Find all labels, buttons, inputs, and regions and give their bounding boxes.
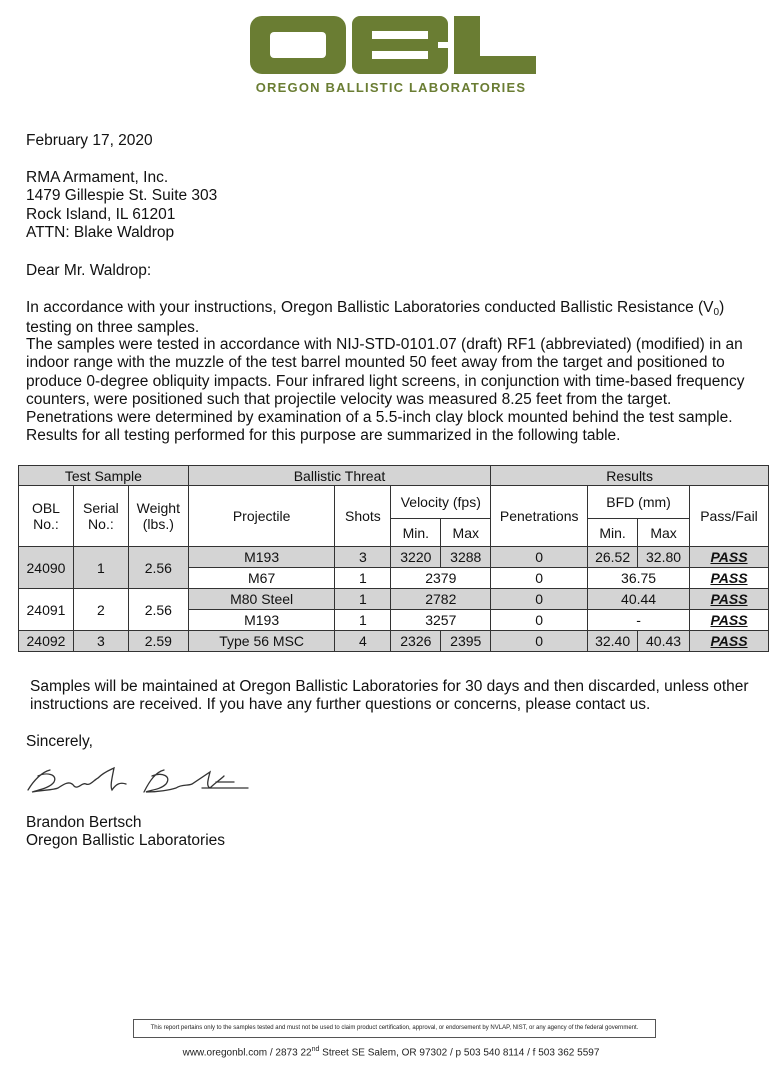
group-header: Ballistic Threat (188, 466, 490, 486)
col-header-velocity: Velocity (fps) (391, 486, 491, 519)
col-header-projectile: Projectile (188, 486, 335, 547)
para1-text-b: ) testing on three samples. (26, 299, 725, 337)
para1-text-a: In accordance with your instructions, Oregon Ballistic Laboratories conducted Ballistic Resistance (V (26, 299, 714, 316)
group-header: Results (491, 466, 769, 486)
col-header-max: Max (441, 519, 491, 547)
footer-contact (0, 1046, 782, 1058)
projectile: M67 (188, 568, 335, 589)
result-badge: PASS (690, 568, 769, 589)
serial-number: 1 (73, 547, 128, 589)
bfd-min: 32.40 (588, 631, 638, 652)
velocity-min: 3220 (391, 547, 441, 568)
group-header: Test Sample (19, 466, 189, 486)
serial-number: 3 (73, 631, 128, 652)
table-row (19, 631, 769, 652)
footer-contact-sup: nd (311, 1046, 320, 1053)
projectile: M193 (188, 547, 335, 568)
col-header-passfail: Pass/Fail (690, 486, 769, 547)
closing: Sincerely, (26, 733, 93, 750)
projectile: M80 Steel (188, 589, 335, 610)
shots: 1 (335, 610, 391, 631)
penetrations: 0 (491, 568, 588, 589)
bfd: - (588, 610, 690, 631)
col-header-min: Min. (391, 519, 441, 547)
bfd: 36.75 (588, 568, 690, 589)
table-row (19, 547, 769, 568)
velocity-max: 2395 (441, 631, 491, 652)
projectile: Type 56 MSC (188, 631, 335, 652)
signer-block (26, 814, 756, 851)
paragraph-method: The samples were tested in accordance with NIJ-STD-0101.07 (draft) RF1 (abbreviated) (modified) in an indoor range with the muzzle of the test barrel mounted 50 feet away from the target and positioned to produce 0-degree obliquity impacts. Four infrared light screens, in conjunction with time-based frequency counters, were positioned such that projectile velocity was measured 8.25 feet from the target. Penetrations were determined by examination of a 5.5-inch clay block mounted behind the test sample. Results for all testing performed for this purpose are summarized in the following table. (26, 336, 745, 445)
col-header-shots: Shots (335, 486, 391, 547)
serial-number: 2 (73, 589, 128, 631)
velocity-min: 2326 (391, 631, 441, 652)
col-header-obl: OBL No.: (19, 486, 74, 547)
shots: 4 (335, 631, 391, 652)
letter-date: February 17, 2020 (26, 132, 153, 149)
obl-number: 24092 (19, 631, 74, 652)
weight: 2.59 (128, 631, 188, 652)
recipient-line: 1479 Gillespie St. Suite 303 (26, 187, 218, 205)
penetrations: 0 (491, 610, 588, 631)
projectile: M193 (188, 610, 335, 631)
bfd-max: 40.43 (638, 631, 690, 652)
obl-number: 24091 (19, 589, 74, 631)
recipient-line: Rock Island, IL 61201 (26, 205, 176, 223)
paragraph-intro (26, 299, 756, 338)
velocity-max: 3288 (441, 547, 491, 568)
velocity: 2782 (391, 589, 491, 610)
result-badge: PASS (690, 631, 769, 652)
penetrations: 0 (491, 547, 588, 568)
bfd-min: 26.52 (588, 547, 638, 568)
signer-name: Brandon Bertsch (26, 814, 142, 831)
signer-organization: Oregon Ballistic Laboratories (26, 832, 226, 850)
table-row (19, 589, 769, 610)
signature (24, 762, 254, 802)
bfd: 40.44 (588, 589, 690, 610)
logo-subtitle: OREGON BALLISTIC LABORATORIES (255, 80, 527, 95)
shots: 1 (335, 589, 391, 610)
obl-logo (248, 14, 538, 76)
weight: 2.56 (128, 547, 188, 589)
penetrations: 0 (491, 631, 588, 652)
shots: 1 (335, 568, 391, 589)
penetrations: 0 (491, 589, 588, 610)
results-table (18, 465, 769, 652)
col-header-max: Max (638, 519, 690, 547)
col-header-penetrations: Penetrations (491, 486, 588, 547)
salutation: Dear Mr. Waldrop: (26, 262, 152, 279)
result-badge: PASS (690, 589, 769, 610)
shots: 3 (335, 547, 391, 568)
result-badge: PASS (690, 610, 769, 631)
para1-subscript: 0 (713, 307, 720, 318)
footer-contact-b: Street SE Salem, OR 97302 / p 503 540 8114 / f 503 362 5597 (319, 1047, 600, 1059)
recipient-line: RMA Armament, Inc. (26, 169, 169, 186)
col-header-bfd: BFD (mm) (588, 486, 690, 519)
footer-disclaimer: This report pertains only to the samples tested and must not be used to claim product certification, approval, or endorsement by NVLAP, NIST, or any agency of the federal government. (133, 1019, 656, 1038)
col-header-weight: Weight (lbs.) (128, 486, 188, 547)
footer-contact-a: www.oregonbl.com / 2873 22 (182, 1047, 312, 1059)
weight: 2.56 (128, 589, 188, 631)
recipient-line: ATTN: Blake Waldrop (26, 223, 175, 241)
col-header-serial: Serial No.: (73, 486, 128, 547)
recipient-address (26, 169, 756, 242)
result-badge: PASS (690, 547, 769, 568)
velocity: 2379 (391, 568, 491, 589)
col-header-min: Min. (588, 519, 638, 547)
bfd-max: 32.80 (638, 547, 690, 568)
paragraph-closing: Samples will be maintained at Oregon Ballistic Laboratories for 30 days and then discarded, unless other instructions are received. If you have any further questions or concerns, please contact us. (30, 678, 749, 714)
velocity: 3257 (391, 610, 491, 631)
obl-number: 24090 (19, 547, 74, 589)
